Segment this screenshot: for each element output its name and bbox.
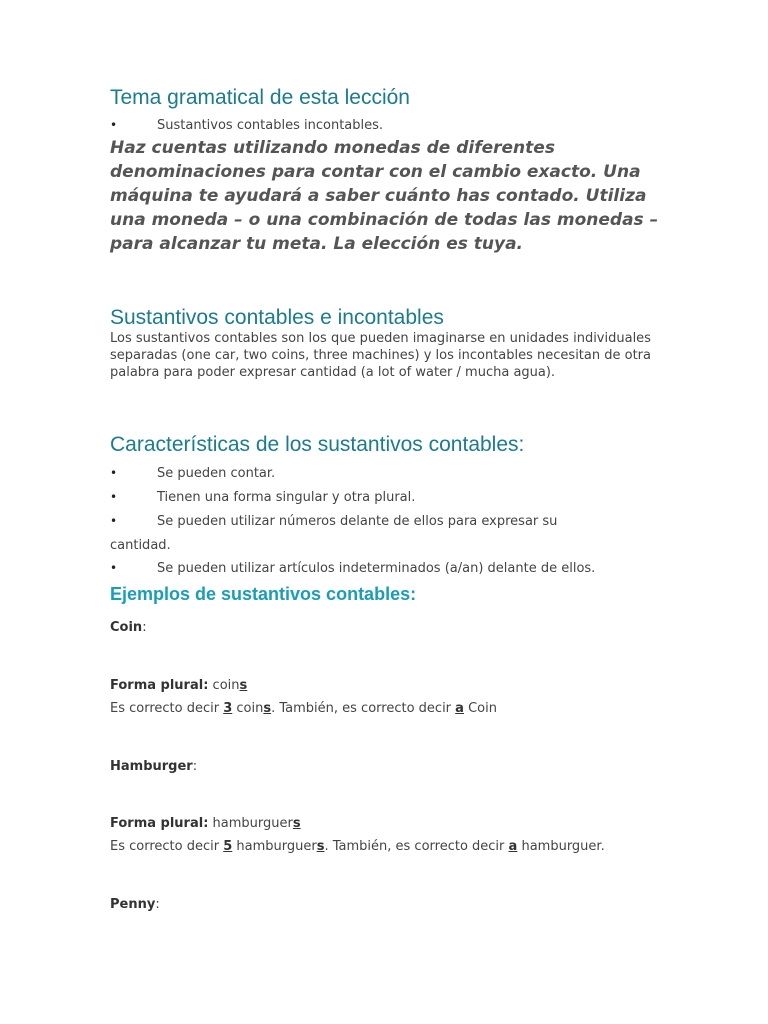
example-word: Hamburger (110, 759, 193, 774)
example-number: 5 (223, 839, 233, 854)
article: a (455, 701, 464, 716)
plural-form-hamburger (110, 816, 301, 831)
bullet-icon: • (110, 561, 118, 575)
sentence-middle: . También, es correcto decir (271, 701, 452, 716)
example-word-coin (110, 620, 147, 635)
bullet-icon: • (110, 118, 118, 132)
plural-base: hamburguer (212, 816, 293, 831)
example-object: hamburguer. (521, 839, 605, 854)
example-word-hamburger (110, 759, 197, 774)
definition-paragraph: Los sustantivos contables son los que pueden imaginarse en unidades individuales separadas (one car, two coins, three machines) y los incontables necesitan de otra palabra para poder expresar cantidad (a lot of water / mucha agua). (110, 331, 651, 380)
example-sentence-hamburger (110, 839, 605, 854)
characteristics-heading: Características de los sustantivos contables: (110, 433, 525, 456)
characteristic-text: Se pueden contar. (157, 466, 276, 481)
lesson-topic-heading: Tema gramatical de esta lección (110, 86, 410, 109)
bullet-icon: • (110, 514, 118, 528)
example-word: Penny (110, 897, 156, 912)
sentence-middle: . También, es correcto decir (324, 839, 505, 854)
intro-paragraph: Haz cuentas utilizando monedas de diferentes denominaciones para contar con el cambio exacto. Una máquina te ayudará a saber cuánto has contado. Utiliza una moneda – o una combinación de todas las monedas – para alcanzar tu meta. La elección es tuya. (110, 138, 659, 254)
characteristic-continuation: cantidad. (110, 538, 171, 553)
examples-heading: Ejemplos de sustantivos contables: (110, 584, 417, 604)
plural-label: Forma plural: (110, 678, 209, 693)
plural-base: coin (212, 678, 240, 693)
characteristic-text: Tienen una forma singular y otra plural. (157, 490, 416, 505)
article: a (508, 839, 518, 854)
sentence-prefix: Es correcto decir (110, 701, 220, 716)
example-word: Coin (110, 620, 143, 635)
plural-suffix: s (316, 839, 325, 854)
countable-uncountable-heading: Sustantivos contables e incontables (110, 306, 444, 329)
colon: : (192, 759, 198, 774)
sentence-prefix: Es correcto decir (110, 839, 220, 854)
example-word-penny (110, 897, 160, 912)
example-number: 3 (223, 701, 233, 716)
bullet-text: Sustantivos contables incontables. (157, 118, 384, 133)
example-object: Coin (468, 701, 497, 716)
characteristic-text: Se pueden utilizar números delante de ellos para expresar su (157, 514, 558, 529)
plural-base: hamburguer (236, 839, 317, 854)
bullet-icon: • (110, 490, 118, 504)
plural-suffix: s (292, 816, 301, 831)
plural-form-coin (110, 678, 247, 693)
example-sentence-coin (110, 701, 497, 716)
plural-label: Forma plural: (110, 816, 209, 831)
plural-suffix: s (263, 701, 272, 716)
characteristic-text: Se pueden utilizar artículos indeterminados (a/an) delante de ellos. (157, 561, 596, 576)
plural-base: coin (236, 701, 264, 716)
colon: : (142, 620, 147, 635)
colon: : (155, 897, 160, 912)
bullet-icon: • (110, 466, 118, 480)
plural-suffix: s (239, 678, 248, 693)
